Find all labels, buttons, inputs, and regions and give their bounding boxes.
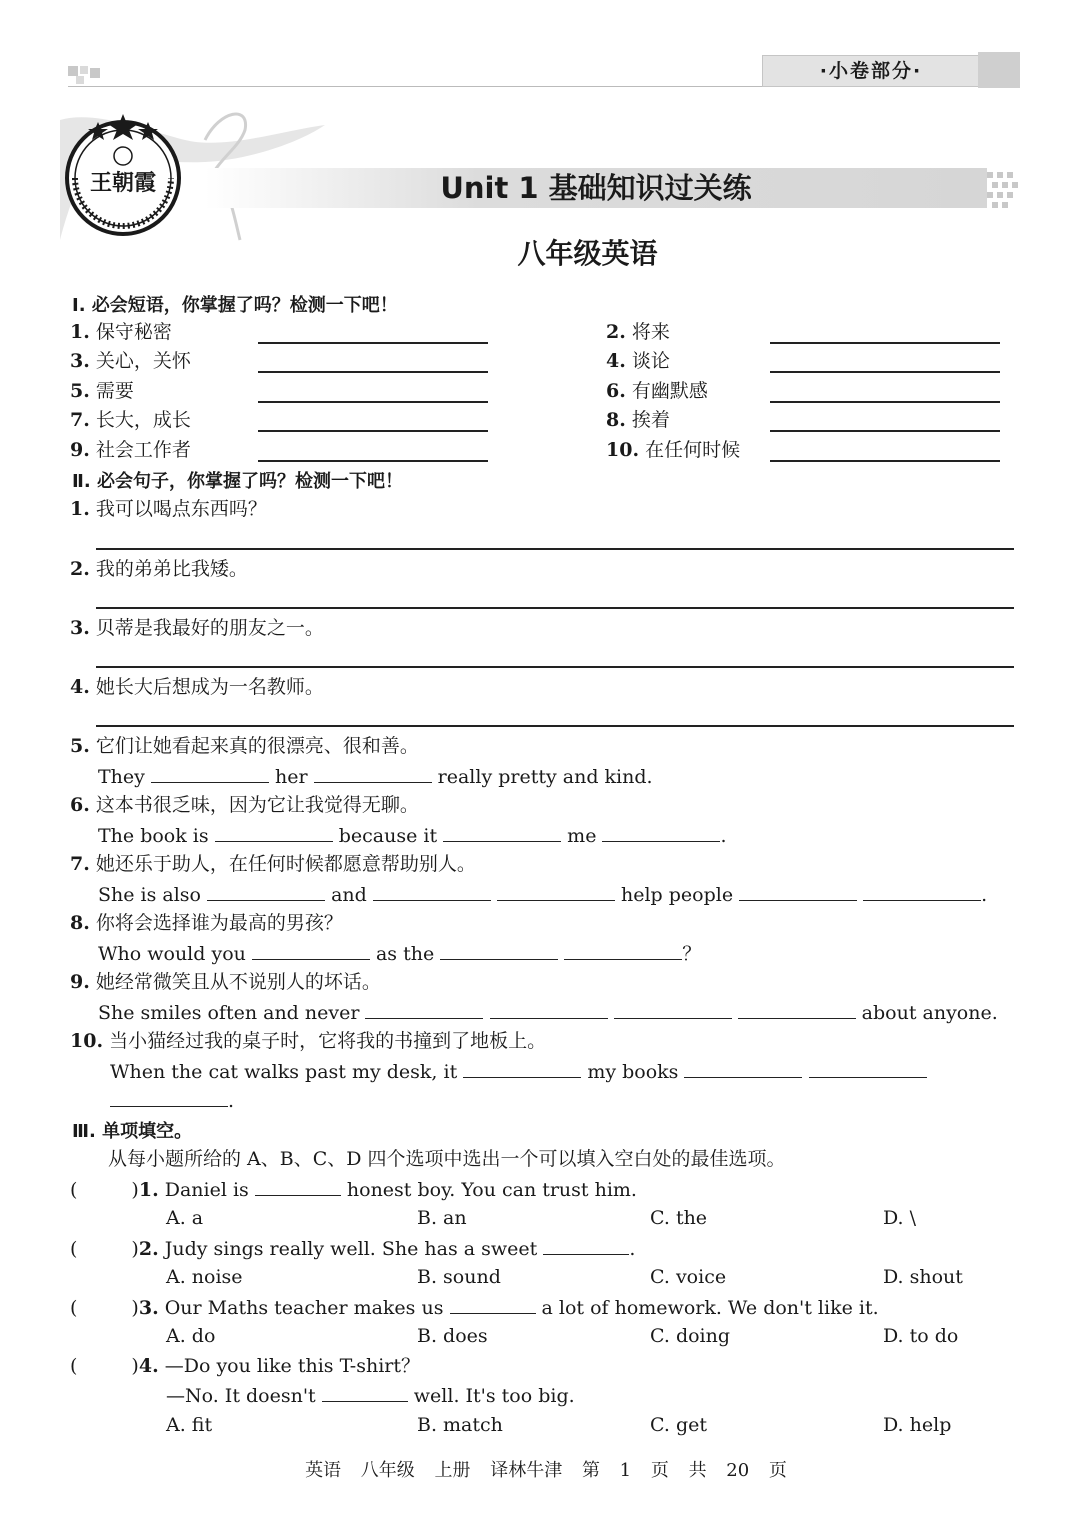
option-d: D. \ xyxy=(883,1207,917,1229)
option-b: B. an xyxy=(417,1207,467,1229)
choice-question: ( )2. Judy sings really well. She has a sweet . xyxy=(70,1238,636,1260)
answer-line[interactable] xyxy=(770,430,1000,432)
option-d: D. help xyxy=(883,1414,952,1436)
option-c: C. doing xyxy=(650,1325,731,1347)
phrase-item: 9. 社会工作者 xyxy=(70,439,191,461)
answer-line[interactable] xyxy=(770,401,1000,403)
header-block xyxy=(978,52,1020,88)
sentence-item: 5. 它们让她看起来真的很漂亮、很和善。 xyxy=(70,735,419,757)
choice-question: ( )4. —Do you like this T-shirt？ xyxy=(70,1355,421,1377)
phrase-item: 1. 保守秘密 xyxy=(70,321,172,343)
option-a: A. fit xyxy=(166,1414,213,1436)
sentence-item: 10. 当小猫经过我的桌子时，它将我的书撞到了地板上。 xyxy=(70,1030,547,1052)
phrase-item: 4. 谈论 xyxy=(606,350,670,372)
option-a: A. do xyxy=(166,1325,216,1347)
section-3-title: Ⅲ. 单项填空。 xyxy=(72,1121,193,1142)
unit-title: Unit 1 基础知识过关练 xyxy=(440,171,752,205)
sentence-item: 6. 这本书很乏味，因为它让我觉得无聊。 xyxy=(70,794,419,816)
sentence-english: The book is because it me . xyxy=(98,825,727,847)
answer-line[interactable] xyxy=(770,342,1000,344)
section-1-title: Ⅰ. 必会短语，你掌握了吗？检测一下吧！ xyxy=(72,295,398,316)
option-b: B. match xyxy=(417,1414,503,1436)
answer-line[interactable] xyxy=(258,342,488,344)
answer-line[interactable] xyxy=(258,371,488,373)
sentence-english: She smiles often and never about anyone. xyxy=(98,1002,998,1024)
option-a: A. noise xyxy=(166,1266,243,1288)
phrase-item: 7. 长大，成长 xyxy=(70,409,191,431)
option-d: D. to do xyxy=(883,1325,959,1347)
sentence-item: 3. 贝蒂是我最好的朋友之一。 xyxy=(70,617,324,639)
answer-line[interactable] xyxy=(770,371,1000,373)
answer-line[interactable] xyxy=(258,460,488,462)
phrase-item: 3. 关心，关怀 xyxy=(70,350,191,372)
choice-question-line2: —No. It doesn't well. It's too big. xyxy=(166,1385,575,1407)
phrase-item: 5. 需要 xyxy=(70,380,134,402)
section-2-title: Ⅱ. 必会句子，你掌握了吗？检测一下吧！ xyxy=(72,471,403,492)
answer-line[interactable] xyxy=(258,401,488,403)
sentence-english: Who would you as the ？ xyxy=(98,943,702,965)
sentence-item: 9. 她经常微笑且从不说别人的坏话。 xyxy=(70,971,381,993)
sentence-english-cont: . xyxy=(110,1088,234,1113)
phrase-item: 8. 挨着 xyxy=(606,409,670,431)
answer-line[interactable] xyxy=(96,725,1014,727)
option-c: C. voice xyxy=(650,1266,727,1288)
logo-text: 王朝霞 xyxy=(89,170,157,196)
option-a: A. a xyxy=(166,1207,204,1229)
section-tab: ·小卷部分· xyxy=(762,55,980,87)
section-3-instruction: 从每小题所给的 A、B、C、D 四个选项中选出一个可以填入空白处的最佳选项。 xyxy=(108,1148,786,1170)
page-footer: 英语 八年级 上册 译林牛津 第 1 页 共 20 页 xyxy=(305,1460,787,1481)
sentence-item: 7. 她还乐于助人，在任何时候都愿意帮助别人。 xyxy=(70,853,476,875)
answer-line[interactable] xyxy=(770,460,1000,462)
sentence-english: They her really pretty and kind. xyxy=(98,766,653,788)
option-c: C. get xyxy=(650,1414,707,1436)
option-b: B. does xyxy=(417,1325,488,1347)
choice-question: ( )3. Our Maths teacher makes us a lot of homework. We don't like it. xyxy=(70,1297,879,1319)
sentence-item: 4. 她长大后想成为一名教师。 xyxy=(70,676,324,698)
phrase-item: 10. 在任何时候 xyxy=(606,439,741,461)
band-dots xyxy=(985,168,1025,210)
answer-line[interactable] xyxy=(258,430,488,432)
sentence-english: She is also and help people . xyxy=(98,884,988,906)
phrase-item: 6. 有幽默感 xyxy=(606,380,708,402)
sentence-item: 1. 我可以喝点东西吗？ xyxy=(70,498,267,520)
sentence-english: When the cat walks past my desk, it my books xyxy=(110,1059,927,1084)
choice-question: ( )1. Daniel is honest boy. You can trust him. xyxy=(70,1179,637,1201)
sentence-item: 2. 我的弟弟比我矮。 xyxy=(70,558,248,580)
publisher-seal-logo xyxy=(58,108,188,238)
option-d: D. shout xyxy=(883,1266,963,1288)
answer-line[interactable] xyxy=(96,666,1014,668)
phrase-item: 2. 将来 xyxy=(606,321,670,343)
answer-line[interactable] xyxy=(96,548,1014,550)
answer-line[interactable] xyxy=(96,607,1014,609)
sentence-item: 8. 你将会选择谁为最高的男孩？ xyxy=(70,912,343,934)
page-subtitle: 八年级英语 xyxy=(517,237,658,270)
option-c: C. the xyxy=(650,1207,708,1229)
option-b: B. sound xyxy=(417,1266,501,1288)
